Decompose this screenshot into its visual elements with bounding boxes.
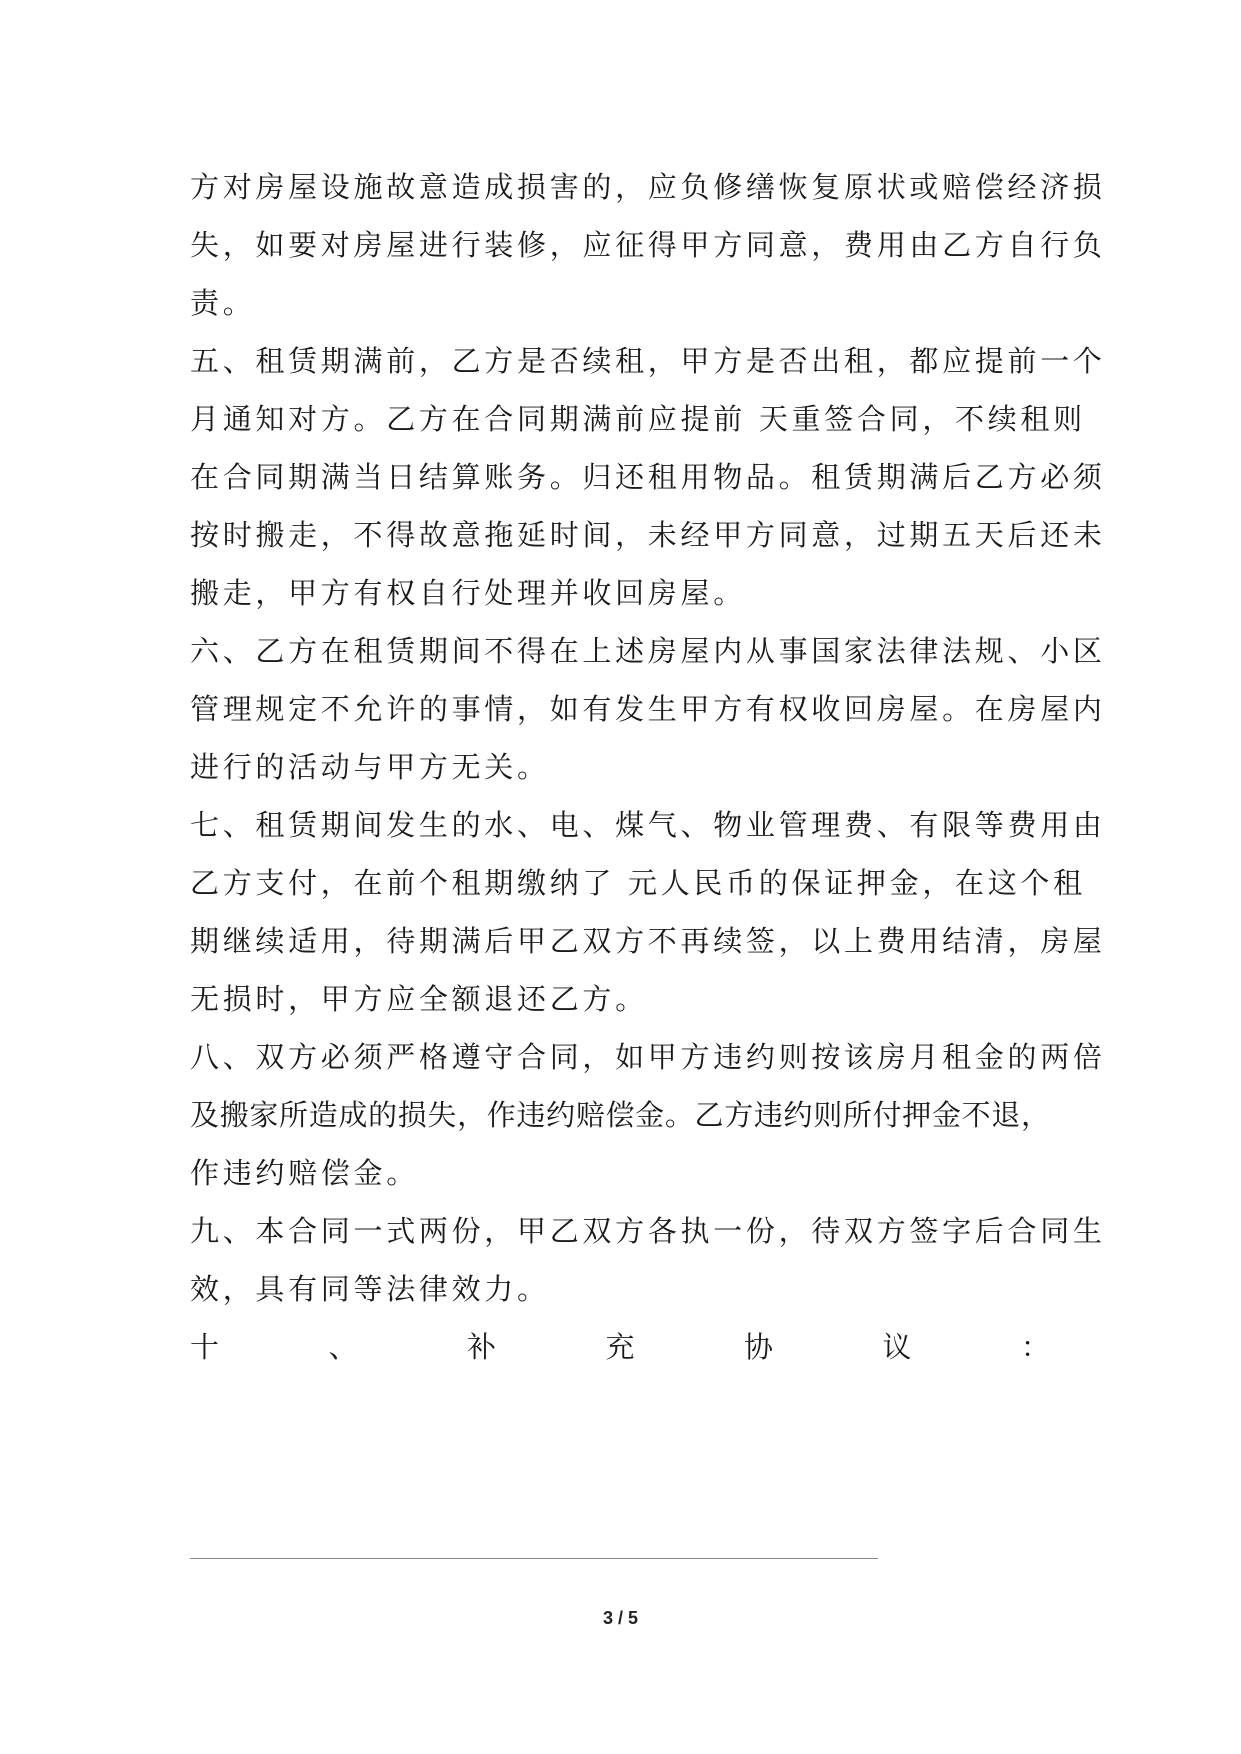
- contract-body: [190, 158, 1106, 1376]
- text-line: 进行的活动与甲方无关。: [190, 750, 550, 784]
- clause-7-line: 七、租赁期间发生的水、电、煤气、物业管理费、有限等费用由: [190, 808, 1106, 842]
- text-line: 期继续适用，待期满后甲乙双方不再续签，以上费用结清，房屋: [190, 924, 1106, 958]
- supplement-heading-char: 协: [743, 1330, 773, 1364]
- clause-9-line: 九、本合同一式两份，甲乙双方各执一份，待双方签字后合同生: [190, 1214, 1106, 1248]
- text-line: 失，如要对房屋进行装修，应征得甲方同意，费用由乙方自行负: [190, 228, 1106, 262]
- supplement-heading-char: 、: [328, 1330, 358, 1364]
- text-line: 作违约赔偿金。: [190, 1156, 419, 1190]
- text-line: 效，具有同等法律效力。: [190, 1272, 550, 1306]
- text-line: 管理规定不允许的事情，如有发生甲方有权收回房屋。在房屋内: [190, 692, 1106, 726]
- text-line: 方对房屋设施故意造成损害的，应负修缮恢复原状或赔偿经济损: [190, 170, 1106, 204]
- supplement-heading-char: 议: [882, 1330, 912, 1364]
- text-line: 乙方支付，在前个租期缴纳了 元人民币的保证押金，在这个租: [190, 866, 1086, 900]
- text-line: 搬走，甲方有权自行处理并收回房屋。: [190, 576, 746, 610]
- page-number: 3 / 5: [602, 1608, 639, 1628]
- text-line: 及搬家所造成的损失，作违约赔偿金。乙方违约则所付押金不退，: [190, 1098, 1050, 1132]
- supplement-heading-char: 补: [466, 1330, 496, 1364]
- text-line: 无损时，甲方应全额退还乙方。: [190, 982, 648, 1016]
- clause-8-line: 八、双方必须严格遵守合同，如甲方违约则按该房月租金的两倍: [190, 1040, 1106, 1074]
- supplement-heading-char: ：: [1020, 1330, 1050, 1364]
- clause-6-line: 六、乙方在租赁期间不得在上述房屋内从事国家法律法规、小区: [190, 634, 1106, 668]
- supplement-heading-char: 充: [605, 1330, 635, 1364]
- text-line: 在合同期满当日结算账务。归还租用物品。租赁期满后乙方必须: [190, 460, 1106, 494]
- text-line: 按时搬走，不得故意拖延时间，未经甲方同意，过期五天后还未: [190, 518, 1106, 552]
- supplement-heading-char: 十: [190, 1330, 220, 1364]
- clause-5-line: 五、租赁期满前，乙方是否续租，甲方是否出租，都应提前一个: [190, 344, 1106, 378]
- supplement-heading: [190, 1318, 1050, 1376]
- blank-fill-line: [190, 1558, 878, 1559]
- text-line: 责。: [190, 286, 256, 320]
- text-line: 月通知对方。乙方在合同期满前应提前 天重签合同，不续租则: [190, 402, 1086, 436]
